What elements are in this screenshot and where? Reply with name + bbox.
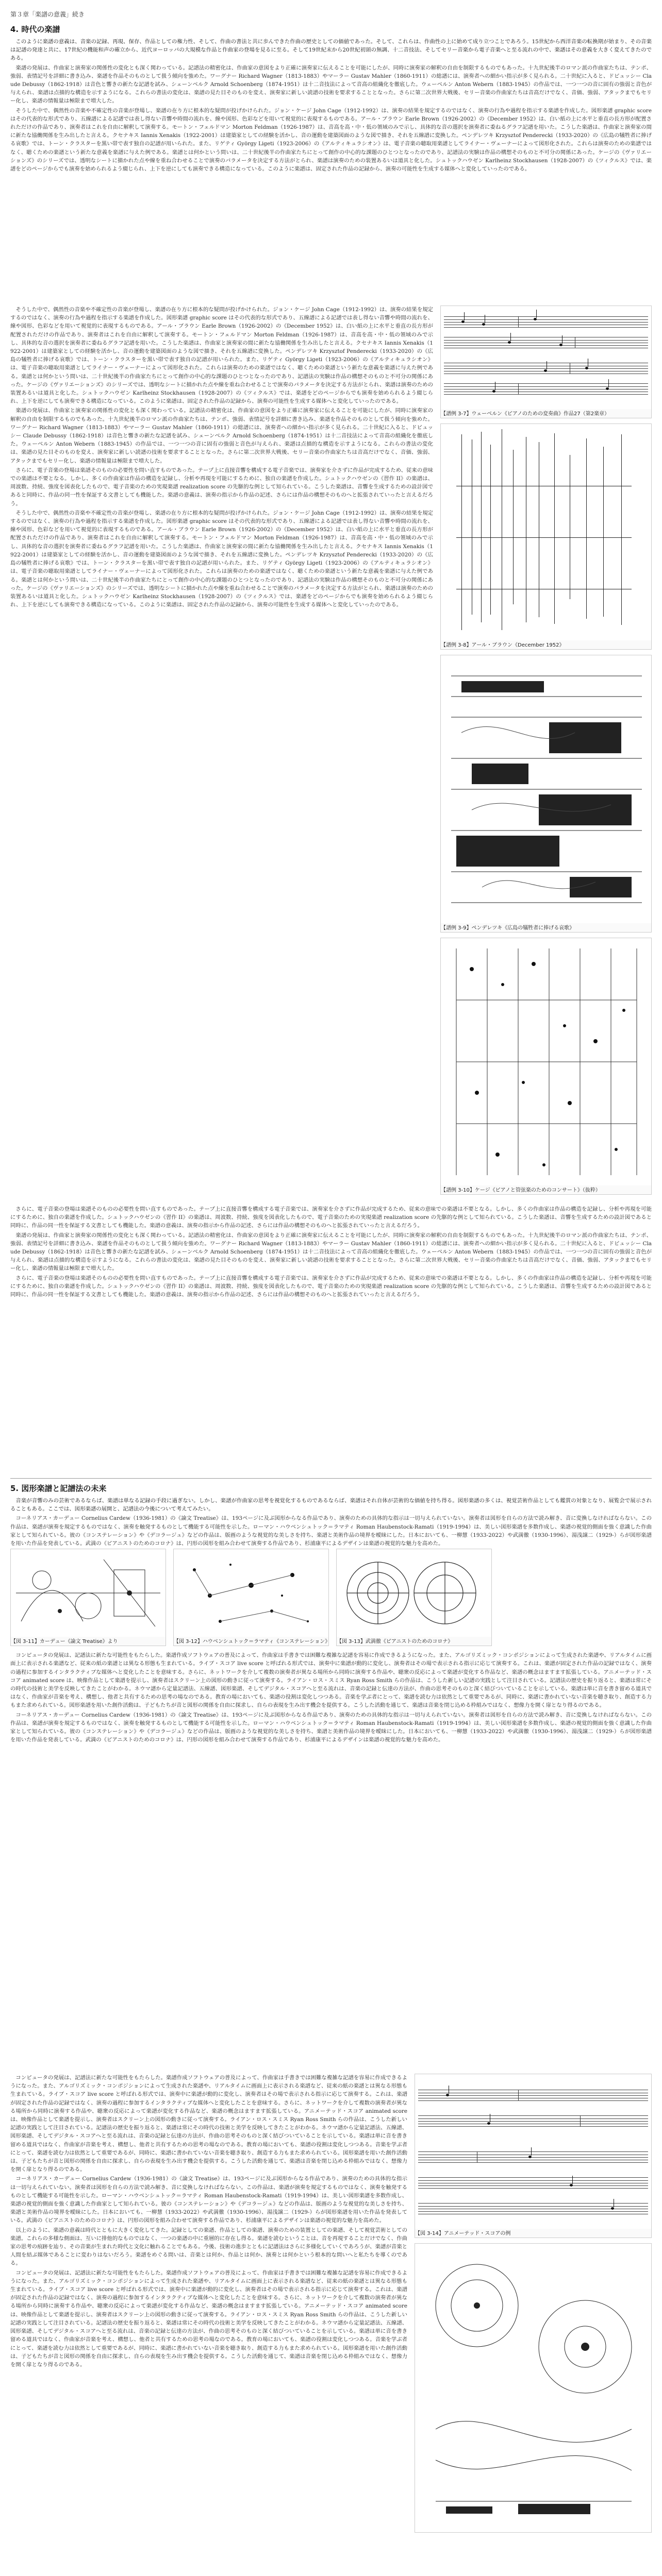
figure-caption: 【譜例 3-8】アール・ブラウン《December 1952》	[441, 642, 565, 648]
section-4-top-text	[10, 38, 652, 306]
section-5	[10, 1483, 652, 2576]
figure-caption: 【譜例 3-9】ペンデレツキ《広島の犠牲者に捧げる哀歌》	[441, 925, 575, 931]
graphic-score-image	[441, 938, 651, 1185]
section-5-top-text	[10, 1497, 652, 2074]
section-4-body-mid-4: そうした中で、偶然性の音楽や不確定性の音楽が登場し、楽譜の在り方に根本的な疑問が投げかけられた。ジョン・ケージ John Cage（1912-1992）は、演奏の結果を規定するのではなく、演奏の行為や過程を指示する楽譜を作成した。図形楽譜 graphic score はその代表的な形式であり、五線譜による記譜では表し得ない音響や時間の流れを、線や図形、色彩などを用いて視覚的に表現するものである。アール・ブラウン Earle Brown（1926-2002）の《December 1952》は、白い紙の上に水平と垂直の長方形が配置されただけの作品であり、演奏者はこれを自由に解釈して演奏する。モートン・フェルドマン Morton Feldman（1926-1987）は、音高を高・中・低の領域のみで示し、具体的な音の選択を演奏者に委ねるグラフ記譜を用いた。こうした楽譜は、作曲家と演奏家の間に新たな協働関係を生み出したと言える。クセナキス Iannis Xenakis（1922-2001）は建築家としての経験を活かし、音の運動を建築図面のような図で描き、それを五線譜に変換した。ペンデレツキ Krzysztof Penderecki（1933-2020）の《広島の犠牲者に捧げる哀歌》では、トーン・クラスターを黒い帯で表す独自の記譜が用いられた。また、リゲティ György Ligeti（1923-2006）の《アルティキュラシオン》は、電子音楽の聴取用楽譜としてライナー・ヴェーナーによって図形化された。これらは演奏のための楽譜ではなく、聴くための楽譜という新たな意義を楽譜に与えた例である。楽譜とは何かという問いは、二十世紀後半の作曲家たちにとって創作の中心的な課題のひとつとなったのであり、記譜法の実験は作品の構想そのものと不可分の関係にあった。ケージの《ヴァリエーションズ》のシリーズでは、透明なシートに描かれた点や線を重ね合わせることで演奏のパラメータを決定する方法がとられ、楽譜は演奏のための装置あるいは道具と化した。シュトックハウゼン Karlheinz Stockhausen（1928-2007）の《ツィクルス》では、楽譜をどのページからでも演奏を始められるよう綴じられ、上下を逆にしても演奏できる構造になっている。このように楽譜は、固定された作品の記録から、演奏の可能性を生成する媒体へと変化していったのである。	[10, 510, 433, 608]
section-5-column-figures	[415, 2074, 652, 2576]
section-4-body-top: 楽譜の発展は、作曲家と演奏家の関係性の変化とも深く関わっている。記譜法の精密化は、作曲家の意図をより正確に演奏家に伝えることを可能にしたが、同時に演奏家の解釈の自由を制限するものでもあった。十九世紀後半のロマン派の作曲家たちは、テンポ、強弱、表情記号を詳細に書き込み、楽譜を作品そのものとして扱う傾向を強めた。ワーグナー Richard Wagner（1813-1883）やマーラー Gustav Mahler（1860-1911）の総譜には、演奏者への細かい指示が多く見られる。二十世紀に入ると、ドビュッシー Claude Debussy（1862-1918）は音色と響きの新たな記譜を試み、シェーンベルク Arnold Schoenberg（1874-1951）は十二音技法によって音高の組織化を徹底した。ウェーベルン Anton Webern（1883-1945）の作品では、一つ一つの音に固有の強弱と音色が与えられ、楽譜は点描的な構造を示すようになる。これらの書法の変化は、楽譜の見た目そのものを変え、演奏家に新しい読譜の技術を要求することとなった。さらに第二次世界大戦後、セリー音楽の作曲家たちは音高だけでなく、音価、強弱、アタックまでもセリー化し、楽譜の情報量は極限まで増大した。	[10, 64, 652, 105]
figure-caption: 【図 3-13】武満徹《ピアニストのためのコロナ》	[337, 1639, 453, 1645]
figure-graphic-brown	[440, 423, 652, 650]
graphic-score-image	[174, 1549, 328, 1637]
section-5-body-mid-3: 以上のように、楽譜の意義は時代とともに大きく変化してきた。記録としての楽譜、作品としての楽譜、演奏のための装置としての楽譜、そして視覚芸術としての楽譜。これらの多様な側面は、互いに排他的なものではなく、一つの楽譜の中に重層的に存在し得る。楽譜を読むということは、音を再現することだけでなく、作曲家の思考の痕跡を辿り、その音楽が生まれた時代と文化に触れることでもある。今後、技術の進歩とともに記譜法はさらに多様化していくであろうが、楽譜が音楽と人間を結ぶ媒体であることに変わりはないだろう。楽譜をめぐる問いは、音楽とは何か、作品とは何か、演奏とは何かという根本的な問いへと私たちを導くのである。	[10, 2227, 407, 2267]
section-4-column-text	[10, 306, 433, 1202]
graphic-score-image	[441, 424, 651, 640]
section-5-body-mid-2: コーネリアス・カーデュー Cornelius Cardew（1936-1981）の《論文 Treatise》は、193ページに及ぶ図形からなる作品であり、演奏のための具体的な指示は一切与えられていない。演奏者は図形を自らの方法で読み解き、音に変換しなければならない。この作品は、楽譜が演奏を規定するものではなく、演奏を触発するものとして機能する可能性を示した。ローマン・ハウベンシュトック＝ラマティ Roman Haubenstock-Ramati（1919-1994）は、美しい図形楽譜を多数作成し、楽譜の視覚的側面を強く意識した作曲家として知られている。彼の《コンステレーション》や《デコラージュ》などの作品は、版画のような視覚的な美しさを持ち、楽譜と美術作品の境界を曖昧にした。日本においても、一柳慧（1933-2022）や武満徹（1930-1996）、湯浅譲二（1929-）らが図形楽譜を用いた作品を発表している。武満の《ピアニストのためのコロナ》は、円形の図形を組み合わせて演奏する作品であり、杉浦康平によるデザインは楽譜の視覚的な魅力を高めた。	[10, 2176, 407, 2224]
section-5-body-mid-4: コンピュータの発展は、記譜法に新たな可能性をもたらした。楽譜作成ソフトウェアの普及によって、作曲家は手書きでは困難な複雑な記譜を容易に作成できるようになった。また、アルゴリズミック・コンポジションによって生成された楽譜や、リアルタイムに画面上に表示される楽譜など、従来の紙の楽譜とは異なる形態も生まれている。ライブ・スコア live score と呼ばれる形式では、演奏中に楽譜が動的に変化し、演奏者はその場で表示される指示に応じて演奏する。これは、楽譜が固定された作品の記録ではなく、演奏の過程に参加するインタラクティブな媒体へと変化したことを意味する。さらに、ネットワークを介して複数の演奏者が異なる場所から同時に演奏する作品や、聴衆の反応によって楽譜が変化する作品など、楽譜の概念はますます拡張している。アニメーテッド・スコア animated score は、映像作品として楽譜を提示し、演奏者はスクリーン上の図形の動きに従って演奏する。ライアン・ロス・スミス Ryan Ross Smith らの作品は、こうした新しい記譜の実践として注目されている。記譜法の歴史を振り返ると、楽譜は常にその時代の技術と美学を反映してきたことがわかる。ネウマ譜から定量記譜法、五線譜、図形楽譜、そしてデジタル・スコアへと至る流れは、音楽の記録と伝達の方法が、作曲の思考そのものと深く結びついていることを示している。楽譜は単に音を書き留める道具ではなく、作曲家が音楽を考え、構想し、他者と共有するための思考の場なのである。教育の場においても、楽譜の役割は変化しつつある。音楽を学ぶ者にとって、楽譜を読む力は依然として重要であるが、同時に、楽譜に書かれていない音楽を聴き取り、創造する力もまた求められている。図形楽譜を用いた創作活動は、子どもたちが音と図形の関係を自由に探求し、自らの表現を生み出す機会を提供する。こうした活動を通じて、楽譜は音楽を閉じ込める枠組みではなく、想像力を開く扉となり得るのである。	[10, 2269, 407, 2368]
section-5-body-a: コーネリアス・カーデュー Cornelius Cardew（1936-1981）の《論文 Treatise》は、193ページに及ぶ図形からなる作品であり、演奏のための具体的な指示は一切与えられていない。演奏者は図形を自らの方法で読み解き、音に変換しなければならない。この作品は、楽譜が演奏を規定するものではなく、演奏を触発するものとして機能する可能性を示した。ローマン・ハウベンシュトック＝ラマティ Roman Haubenstock-Ramati（1919-1994）は、美しい図形楽譜を多数作成し、楽譜の視覚的側面を強く意識した作曲家として知られている。彼の《コンステレーション》や《デコラージュ》などの作品は、版画のような視覚的な美しさを持ち、楽譜と美術作品の境界を曖昧にした。日本においても、一柳慧（1933-2022）や武満徹（1930-1996）、湯浅譲二（1929-）らが図形楽譜を用いた作品を発表している。武満の《ピアニストのためのコロナ》は、円形の図形を組み合わせて演奏する作品であり、杉浦康平によるデザインは楽譜の視覚的な魅力を高めた。	[10, 1515, 652, 1547]
section-5-inline-figures	[10, 1549, 652, 1651]
section-5-heading: 5. 図形楽譜と記譜法の未来	[10, 1484, 107, 1493]
figure-constellation	[173, 1549, 329, 1646]
section-5-body-a-3: コーネリアス・カーデュー Cornelius Cardew（1936-1981）の《論文 Treatise》は、193ページに及ぶ図形からなる作品であり、演奏のための具体的な指示は一切与えられていない。演奏者は図形を自らの方法で読み解き、音に変換しなければならない。この作品は、楽譜が演奏を規定するものではなく、演奏を触発するものとして機能する可能性を示した。ローマン・ハウベンシュトック＝ラマティ Roman Haubenstock-Ramati（1919-1994）は、美しい図形楽譜を多数作成し、楽譜の視覚的側面を強く意識した作曲家として知られている。彼の《コンステレーション》や《デコラージュ》などの作品は、版画のような視覚的な美しさを持ち、楽譜と美術作品の境界を曖昧にした。日本においても、一柳慧（1933-2022）や武満徹（1930-1996）、湯浅譲二（1929-）らが図形楽譜を用いた作品を発表している。武満の《ピアニストのためのコロナ》は、円形の図形を組み合わせて演奏する作品であり、杉浦康平によるデザインは楽譜の視覚的な魅力を高めた。	[10, 1711, 652, 1743]
section-4-body-mid-3: さらに、電子音楽の登場は楽譜そのものの必要性を問い直すものであった。テープ上に直接音響を構成する電子音楽では、演奏家を介さずに作品が完成するため、従来の意味での楽譜は不要となる。しかし、多くの作曲家は作品の構造を記録し、分析や再現を可能にするために、独自の楽譜を作成した。シュトックハウゼンの《習作 II》の楽譜は、周波数、持続、強度を図表化したもので、電子音楽のための実現楽譜 realization score の先駆的な例として知られている。こうした楽譜は、音響を生成するための設計図であると同時に、作品の同一性を保証する文書としても機能した。楽譜の意義は、演奏の指示から作品の記述、さらには作品の構想そのものへと拡張されていったと言えるだろう。	[10, 467, 433, 507]
section-5-intro: 音楽が音響のみの芸術であるならば、楽譜は単なる記録の手段に過ぎない。しかし、楽譜が作曲家の思考を視覚化するものであるならば、楽譜はそれ自体が芸術的な価値を持ち得る。図形楽譜の多くは、視覚芸術作品としても鑑賞の対象となり、展覧会で展示されることもある。ここでは、図形楽譜の展開と、記譜法の今後について考えてみたい。	[10, 1498, 652, 1513]
figure-graphic-extra	[415, 2243, 652, 2533]
section-4-body-top-repeat: そうした中で、偶然性の音楽や不確定性の音楽が登場し、楽譜の在り方に根本的な疑問が投げかけられた。ジョン・ケージ John Cage（1912-1992）は、演奏の結果を規定するのではなく、演奏の行為や過程を指示する楽譜を作成した。図形楽譜 graphic score はその代表的な形式であり、五線譜による記譜では表し得ない音響や時間の流れを、線や図形、色彩などを用いて視覚的に表現するものである。アール・ブラウン Earle Brown（1926-2002）の《December 1952》は、白い紙の上に水平と垂直の長方形が配置されただけの作品であり、演奏者はこれを自由に解釈して演奏する。モートン・フェルドマン Morton Feldman（1926-1987）は、音高を高・中・低の領域のみで示し、具体的な音の選択を演奏者に委ねるグラフ記譜を用いた。こうした楽譜は、作曲家と演奏家の間に新たな協働関係を生み出したと言える。クセナキス Iannis Xenakis（1922-2001）は建築家としての経験を活かし、音の運動を建築図面のような図で描き、それを五線譜に変換した。ペンデレツキ Krzysztof Penderecki（1933-2020）の《広島の犠牲者に捧げる哀歌》では、トーン・クラスターを黒い帯で表す独自の記譜が用いられた。また、リゲティ György Ligeti（1923-2006）の《アルティキュラシオン》は、電子音楽の聴取用楽譜としてライナー・ヴェーナーによって図形化された。これらは演奏のための楽譜ではなく、聴くための楽譜という新たな意義を楽譜に与えた例である。楽譜とは何かという問いは、二十世紀後半の作曲家たちにとって創作の中心的な課題のひとつとなったのであり、記譜法の実験は作品の構想そのものと不可分の関係にあった。ケージの《ヴァリエーションズ》のシリーズでは、透明なシートに描かれた点や線を重ね合わせることで演奏のパラメータを決定する方法がとられ、楽譜は演奏のための装置あるいは道具と化した。シュトックハウゼン Karlheinz Stockhausen（1928-2007）の《ツィクルス》では、楽譜をどのページからでも演奏を始められるよう綴じられ、上下を逆にしても演奏できる構造になっている。このように楽譜は、固定された作品の記録から、演奏の可能性を生成する媒体へと変化していったのである。	[10, 107, 652, 173]
figure-score-webern	[440, 306, 652, 418]
section-4-bottom-text	[10, 1205, 652, 1473]
section-4-body-bottom-2: 楽譜の発展は、作曲家と演奏家の関係性の変化とも深く関わっている。記譜法の精密化は、作曲家の意図をより正確に演奏家に伝えることを可能にしたが、同時に演奏家の解釈の自由を制限するものでもあった。十九世紀後半のロマン派の作曲家たちは、テンポ、強弱、表情記号を詳細に書き込み、楽譜を作品そのものとして扱う傾向を強めた。ワーグナー Richard Wagner（1813-1883）やマーラー Gustav Mahler（1860-1911）の総譜には、演奏者への細かい指示が多く見られる。二十世紀に入ると、ドビュッシー Claude Debussy（1862-1918）は音色と響きの新たな記譜を試み、シェーンベルク Arnold Schoenberg（1874-1951）は十二音技法によって音高の組織化を徹底した。ウェーベルン Anton Webern（1883-1945）の作品では、一つ一つの音に固有の強弱と音色が与えられ、楽譜は点描的な構造を示すようになる。これらの書法の変化は、楽譜の見た目そのものを変え、演奏家に新しい読譜の技術を要求することとなった。さらに第二次世界大戦後、セリー音楽の作曲家たちは音高だけでなく、音価、強弱、アタックまでもセリー化し、楽譜の情報量は極限まで増大した。	[10, 1232, 652, 1272]
score-image	[415, 2074, 651, 2229]
treatise-lines	[11, 1549, 164, 1637]
section-5-body-a-2: コンピュータの発展は、記譜法に新たな可能性をもたらした。楽譜作成ソフトウェアの普及によって、作曲家は手書きでは困難な複雑な記譜を容易に作成できるようになった。また、アルゴリズミック・コンポジションによって生成された楽譜や、リアルタイムに画面上に表示される楽譜など、従来の紙の楽譜とは異なる形態も生まれている。ライブ・スコア live score と呼ばれる形式では、演奏中に楽譜が動的に変化し、演奏者はその場で表示される指示に応じて演奏する。これは、楽譜が固定された作品の記録ではなく、演奏の過程に参加するインタラクティブな媒体へと変化したことを意味する。さらに、ネットワークを介して複数の演奏者が異なる場所から同時に演奏する作品や、聴衆の反応によって楽譜が変化する作品など、楽譜の概念はますます拡張している。アニメーテッド・スコア animated score は、映像作品として楽譜を提示し、演奏者はスクリーン上の図形の動きに従って演奏する。ライアン・ロス・スミス Ryan Ross Smith らの作品は、こうした新しい記譜の実践として注目されている。記譜法の歴史を振り返ると、楽譜は常にその時代の技術と美学を反映してきたことがわかる。ネウマ譜から定量記譜法、五線譜、図形楽譜、そしてデジタル・スコアへと至る流れは、音楽の記録と伝達の方法が、作曲の思考そのものと深く結びついていることを示している。楽譜は単に音を書き留める道具ではなく、作曲家が音楽を考え、構想し、他者と共有するための思考の場なのである。教育の場においても、楽譜の役割は変化しつつある。音楽を学ぶ者にとって、楽譜を読む力は依然として重要であるが、同時に、楽譜に書かれていない音楽を聴き取り、創造する力もまた求められている。図形楽譜を用いた創作活動は、子どもたちが音と図形の関係を自由に探求し、自らの表現を生み出す機会を提供する。こうした活動を通じて、楽譜は音楽を閉じ込める枠組みではなく、想像力を開く扉となり得るのである。	[10, 1652, 652, 1709]
figure-corona	[336, 1549, 492, 1646]
section-4-body-bottom: さらに、電子音楽の登場は楽譜そのものの必要性を問い直すものであった。テープ上に直接音響を構成する電子音楽では、演奏家を介さずに作品が完成するため、従来の意味での楽譜は不要となる。しかし、多くの作曲家は作品の構造を記録し、分析や再現を可能にするために、独自の楽譜を作成した。シュトックハウゼンの《習作 II》の楽譜は、周波数、持続、強度を図表化したもので、電子音楽のための実現楽譜 realization score の先駆的な例として知られている。こうした楽譜は、音響を生成するための設計図であると同時に、作品の同一性を保証する文書としても機能した。楽譜の意義は、演奏の指示から作品の記述、さらには作品の構想そのものへと拡張されていったと言えるだろう。	[10, 1206, 652, 1229]
figure-treatise	[10, 1549, 166, 1646]
section-4-heading: 4. 時代の楽譜	[10, 25, 60, 34]
figure-graphic-cage	[440, 938, 652, 1195]
figure-caption: 【図 3-12】ハウベンシュトック＝ラマティ《コンステレーション》	[174, 1639, 330, 1645]
section-5-body-mid: コンピュータの発展は、記譜法に新たな可能性をもたらした。楽譜作成ソフトウェアの普及によって、作曲家は手書きでは困難な複雑な記譜を容易に作成できるようになった。また、アルゴリズミック・コンポジションによって生成された楽譜や、リアルタイムに画面上に表示される楽譜など、従来の紙の楽譜とは異なる形態も生まれている。ライブ・スコア live score と呼ばれる形式では、演奏中に楽譜が動的に変化し、演奏者はその場で表示される指示に応じて演奏する。これは、楽譜が固定された作品の記録ではなく、演奏の過程に参加するインタラクティブな媒体へと変化したことを意味する。さらに、ネットワークを介して複数の演奏者が異なる場所から同時に演奏する作品や、聴衆の反応によって楽譜が変化する作品など、楽譜の概念はますます拡張している。アニメーテッド・スコア animated score は、映像作品として楽譜を提示し、演奏者はスクリーン上の図形の動きに従って演奏する。ライアン・ロス・スミス Ryan Ross Smith らの作品は、こうした新しい記譜の実践として注目されている。記譜法の歴史を振り返ると、楽譜は常にその時代の技術と美学を反映してきたことがわかる。ネウマ譜から定量記譜法、五線譜、図形楽譜、そしてデジタル・スコアへと至る流れは、音楽の記録と伝達の方法が、作曲の思考そのものと深く結びついていることを示している。楽譜は単に音を書き留める道具ではなく、作曲家が音楽を考え、構想し、他者と共有するための思考の場なのである。教育の場においても、楽譜の役割は変化しつつある。音楽を学ぶ者にとって、楽譜を読む力は依然として重要であるが、同時に、楽譜に書かれていない音楽を聴き取り、創造する力もまた求められている。図形楽譜を用いた創作活動は、子どもたちが音と図形の関係を自由に探求し、自らの表現を生み出す機会を提供する。こうした活動を通じて、楽譜は音楽を閉じ込める枠組みではなく、想像力を開く扉となり得るのである。	[10, 2075, 407, 2173]
grid-notation	[441, 938, 651, 1185]
figure-graphic-penderecki	[440, 655, 652, 933]
score-image	[441, 306, 651, 409]
section-5-columns	[10, 2074, 652, 2576]
graphic-score-image	[337, 1549, 491, 1637]
section-4-body-bottom-3: さらに、電子音楽の登場は楽譜そのものの必要性を問い直すものであった。テープ上に直接音響を構成する電子音楽では、演奏家を介さずに作品が完成するため、従来の意味での楽譜は不要となる。しかし、多くの作曲家は作品の構造を記録し、分析や再現を可能にするために、独自の楽譜を作成した。シュトックハウゼンの《習作 II》の楽譜は、周波数、持続、強度を図表化したもので、電子音楽のための実現楽譜 realization score の先駆的な例として知られている。こうした楽譜は、音響を生成するための設計図であると同時に、作品の同一性を保証する文書としても機能した。楽譜の意義は、演奏の指示から作品の記述、さらには作品の構想そのものへと拡張されていったと言えるだろう。	[10, 1275, 652, 1298]
figure-caption: 【譜例 3-10】ケージ《ピアノと管弦楽のためのコンサート》（抜粋）	[441, 1188, 601, 1193]
graphic-score-image	[415, 2244, 651, 2532]
section-4-body-mid: そうした中で、偶然性の音楽や不確定性の音楽が登場し、楽譜の在り方に根本的な疑問が投げかけられた。ジョン・ケージ John Cage（1912-1992）は、演奏の結果を規定するのではなく、演奏の行為や過程を指示する楽譜を作成した。図形楽譜 graphic score はその代表的な形式であり、五線譜による記譜では表し得ない音響や時間の流れを、線や図形、色彩などを用いて視覚的に表現するものである。アール・ブラウン Earle Brown（1926-2002）の《December 1952》は、白い紙の上に水平と垂直の長方形が配置されただけの作品であり、演奏者はこれを自由に解釈して演奏する。モートン・フェルドマン Morton Feldman（1926-1987）は、音高を高・中・低の領域のみで示し、具体的な音の選択を演奏者に委ねるグラフ記譜を用いた。こうした楽譜は、作曲家と演奏家の間に新たな協働関係を生み出したと言える。クセナキス Iannis Xenakis（1922-2001）は建築家としての経験を活かし、音の運動を建築図面のような図で描き、それを五線譜に変換した。ペンデレツキ Krzysztof Penderecki（1933-2020）の《広島の犠牲者に捧げる哀歌》では、トーン・クラスターを黒い帯で表す独自の記譜が用いられた。また、リゲティ György Ligeti（1923-2006）の《アルティキュラシオン》は、電子音楽の聴取用楽譜としてライナー・ヴェーナーによって図形化された。これらは演奏のための楽譜ではなく、聴くための楽譜という新たな意義を楽譜に与えた例である。楽譜とは何かという問いは、二十世紀後半の作曲家たちにとって創作の中心的な課題のひとつとなったのであり、記譜法の実験は作品の構想そのものと不可分の関係にあった。ケージの《ヴァリエーションズ》のシリーズでは、透明なシートに描かれた点や線を重ね合わせることで演奏のパラメータを決定する方法がとられ、楽譜は演奏のための装置あるいは道具と化した。シュトックハウゼン Karlheinz Stockhausen（1928-2007）の《ツィクルス》では、楽譜をどのページからでも演奏を始められるよう綴じられ、上下を逆にしても演奏できる構造になっている。このように楽譜は、固定された作品の記録から、演奏の可能性を生成する媒体へと変化していったのである。	[10, 307, 433, 405]
cluster-bands	[441, 655, 651, 923]
section-4-body-mid-2: 楽譜の発展は、作曲家と演奏家の関係性の変化とも深く関わっている。記譜法の精密化は、作曲家の意図をより正確に演奏家に伝えることを可能にしたが、同時に演奏家の解釈の自由を制限するものでもあった。十九世紀後半のロマン派の作曲家たちは、テンポ、強弱、表情記号を詳細に書き込み、楽譜を作品そのものとして扱う傾向を強めた。ワーグナー Richard Wagner（1813-1883）やマーラー Gustav Mahler（1860-1911）の総譜には、演奏者への細かい指示が多く見られる。二十世紀に入ると、ドビュッシー Claude Debussy（1862-1918）は音色と響きの新たな記譜を試み、シェーンベルク Arnold Schoenberg（1874-1951）は十二音技法によって音高の組織化を徹底した。ウェーベルン Anton Webern（1883-1945）の作品では、一つ一つの音に固有の強弱と音色が与えられ、楽譜は点描的な構造を示すようになる。これらの書法の変化は、楽譜の見た目そのものを変え、演奏家に新しい読譜の技術を要求することとなった。さらに第二次世界大戦後、セリー音楽の作曲家たちは音高だけでなく、音価、強弱、アタックまでもセリー化し、楽譜の情報量は極限まで増大した。	[10, 408, 433, 464]
extra-graphic	[415, 2244, 651, 2532]
constellation-dots	[174, 1549, 327, 1637]
graphic-score-image	[441, 655, 651, 923]
section-4-columns	[10, 306, 652, 1202]
figure-caption: 【図 3-14】アニメーテッド・スコアの例	[415, 2231, 511, 2236]
section-4-column-figures	[440, 306, 652, 1202]
figure-caption: 【図 3-11】カーデュー《論文 Treatise》より	[11, 1639, 118, 1645]
graphic-score-image	[11, 1549, 166, 1637]
section-4-intro: このように楽譜の意義は、音楽の記録、再現、保存、作品としての権力性、そして、作曲の書法と共に歩んできた作曲の歴史としての価値であった。そして、これらは、作曲性の上に始めて成り立つことであろう。15世紀から西洋音楽の転換期が始まり、その音楽は記譜の発達と共に、17世紀の機能和声の確立から、近代ヨーロッパの大規模な作品と作曲家の登場を見るに至る。そして19世紀末から20世紀初頭の無調、十二音技法、そしてセリー音楽から電子音楽へと至る流れの中で、楽譜はその意義を大きく変えてきたのである。	[10, 39, 652, 62]
section-5-column-text	[10, 2074, 407, 2576]
figure-caption: 【譜例 3-7】ウェーベルン《ピアノのための変奏曲》作品27（第2楽章）	[441, 411, 610, 417]
section-4	[10, 24, 652, 1473]
section-divider	[10, 1478, 652, 1479]
corona-circles	[337, 1549, 490, 1637]
figure-animated-score	[415, 2074, 652, 2238]
running-head: 第３章「楽譜の意義」続き	[10, 11, 85, 18]
